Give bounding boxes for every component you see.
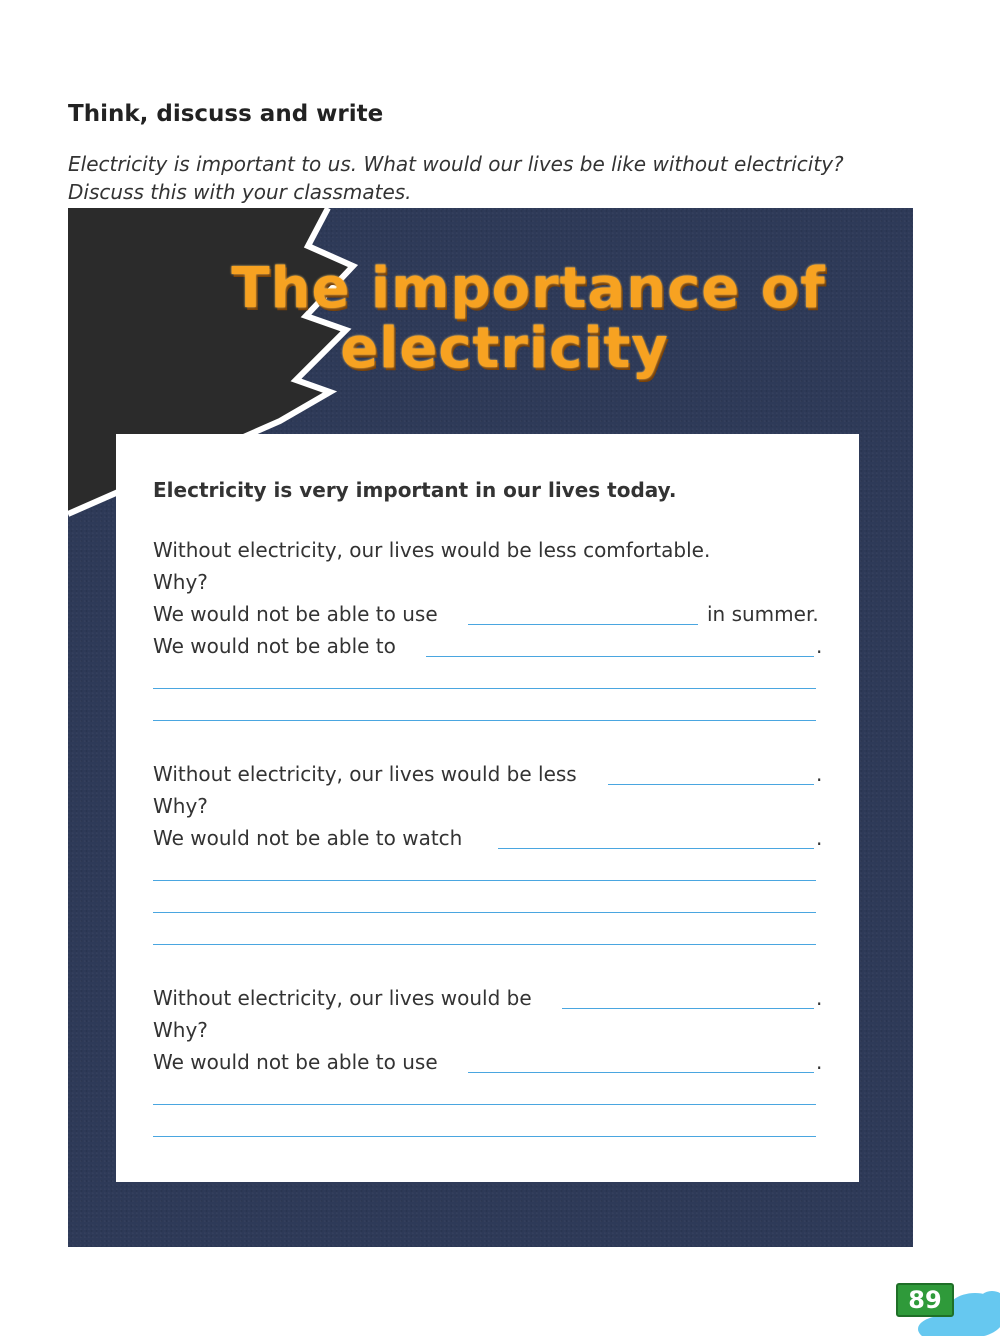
s2-answer-blank-2[interactable] bbox=[498, 848, 814, 849]
s1-why: Why? bbox=[153, 570, 208, 594]
s3-answer-blank-1[interactable] bbox=[562, 1008, 814, 1009]
s2-why: Why? bbox=[153, 794, 208, 818]
s3-answer-line-1[interactable] bbox=[153, 1104, 816, 1105]
s1-answer-blank-2[interactable] bbox=[426, 656, 814, 657]
section-heading: Think, discuss and write bbox=[68, 101, 384, 127]
worksheet-panel bbox=[68, 208, 913, 1247]
s1-prompt2: We would not be able to bbox=[153, 634, 396, 658]
s2-period-1: . bbox=[816, 762, 823, 786]
s3-prompt1: We would not be able to use bbox=[153, 1050, 438, 1074]
s1-statement: Without electricity, our lives would be less comfortable. bbox=[153, 538, 711, 562]
s3-why: Why? bbox=[153, 1018, 208, 1042]
s1-period: . bbox=[816, 634, 823, 658]
s1-answer-line-1[interactable] bbox=[153, 688, 816, 689]
s1-answer-blank-1[interactable] bbox=[468, 624, 698, 625]
s3-answer-blank-2[interactable] bbox=[468, 1072, 814, 1073]
page-number: 89 bbox=[896, 1283, 954, 1317]
s1-prompt1-after: in summer. bbox=[707, 602, 819, 626]
s2-answer-blank-1[interactable] bbox=[608, 784, 814, 785]
s2-period-2: . bbox=[816, 826, 823, 850]
s2-answer-line-3[interactable] bbox=[153, 944, 816, 945]
s3-statement: Without electricity, our lives would be bbox=[153, 986, 532, 1010]
intro-line-2: Discuss this with your classmates. bbox=[68, 180, 412, 204]
s1-prompt1: We would not be able to use bbox=[153, 602, 438, 626]
intro-line-1: Electricity is important to us. What would our lives be like without electricity? bbox=[68, 152, 844, 176]
s3-period-2: . bbox=[816, 1050, 823, 1074]
s3-answer-line-2[interactable] bbox=[153, 1136, 816, 1137]
intro-text bbox=[68, 150, 948, 206]
s2-answer-line-1[interactable] bbox=[153, 880, 816, 881]
s2-answer-line-2[interactable] bbox=[153, 912, 816, 913]
s2-statement: Without electricity, our lives would be less bbox=[153, 762, 577, 786]
title-line-2: electricity bbox=[340, 316, 669, 381]
s3-period-1: . bbox=[816, 986, 823, 1010]
writing-card bbox=[116, 434, 859, 1182]
title-line-1: The importance of bbox=[231, 256, 826, 321]
s2-prompt1: We would not be able to watch bbox=[153, 826, 463, 850]
card-heading: Electricity is very important in our lives today. bbox=[153, 478, 677, 502]
s1-answer-line-2[interactable] bbox=[153, 720, 816, 721]
